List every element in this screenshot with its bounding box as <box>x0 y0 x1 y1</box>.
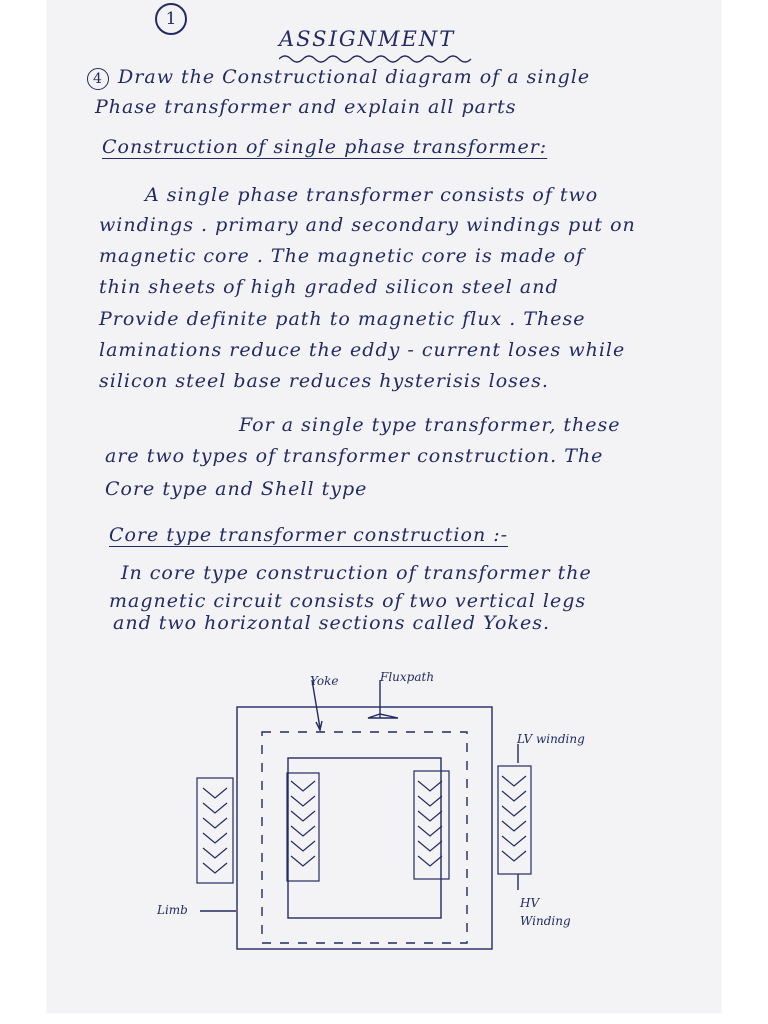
label-limb: Limb <box>157 903 188 917</box>
label-fluxpath: Fluxpath <box>380 670 435 684</box>
para3-line: magnetic circuit consists of two vertical legs <box>109 590 587 612</box>
label-yoke: Yoke <box>310 674 339 688</box>
para1-line: laminations reduce the eddy - current loses while <box>99 339 626 361</box>
para1-line: A single phase transformer consists of two <box>145 184 599 206</box>
para2-line: are two types of transformer construction. The <box>105 445 604 467</box>
flux-path <box>262 732 467 943</box>
para2-line: Core type and Shell type <box>105 478 368 500</box>
para1-line: magnetic core . The magnetic core is made of <box>99 245 585 267</box>
transformer-sketch <box>150 660 580 960</box>
left-winding-inner <box>287 773 319 881</box>
right-winding-outer <box>498 766 531 874</box>
section-heading-core-type: Core type transformer construction :- <box>109 524 509 546</box>
para1-line: thin sheets of high graded silicon steel and <box>99 276 559 298</box>
flux-arrow <box>368 680 398 718</box>
page-number: 1 <box>155 3 187 35</box>
assignment-heading: ASSIGNMENT <box>279 27 456 51</box>
inner-window <box>288 758 441 918</box>
right-winding-inner <box>414 771 449 879</box>
label-hv-winding: Winding <box>520 914 571 928</box>
question-text-1: Draw the Constructional diagram of a single <box>118 66 591 88</box>
core-type-transformer-diagram <box>150 660 585 960</box>
para3-line: In core type construction of transformer the <box>121 562 592 584</box>
label-hv: HV <box>520 896 540 910</box>
question-line-2: Phase transformer and explain all parts <box>95 96 517 118</box>
left-winding-outer <box>197 778 233 883</box>
outer-core <box>237 707 492 949</box>
label-lv-winding: LV winding <box>517 732 585 746</box>
question-line-1 <box>87 66 590 90</box>
para1-line: windings . primary and secondary windings put on <box>99 214 636 236</box>
heading-underline <box>279 54 479 64</box>
para1-line: Provide definite path to magnetic flux . These <box>99 308 586 330</box>
para3-line: and two horizontal sections called Yokes. <box>113 612 551 634</box>
para2-line: For a single type transformer, these <box>239 414 621 436</box>
notebook-page <box>47 0 721 1013</box>
para1-line: silicon steel base reduces hysterisis loses. <box>99 370 549 392</box>
section-heading-construction: Construction of single phase transformer: <box>102 136 548 158</box>
question-number-badge: 4 <box>87 68 109 90</box>
